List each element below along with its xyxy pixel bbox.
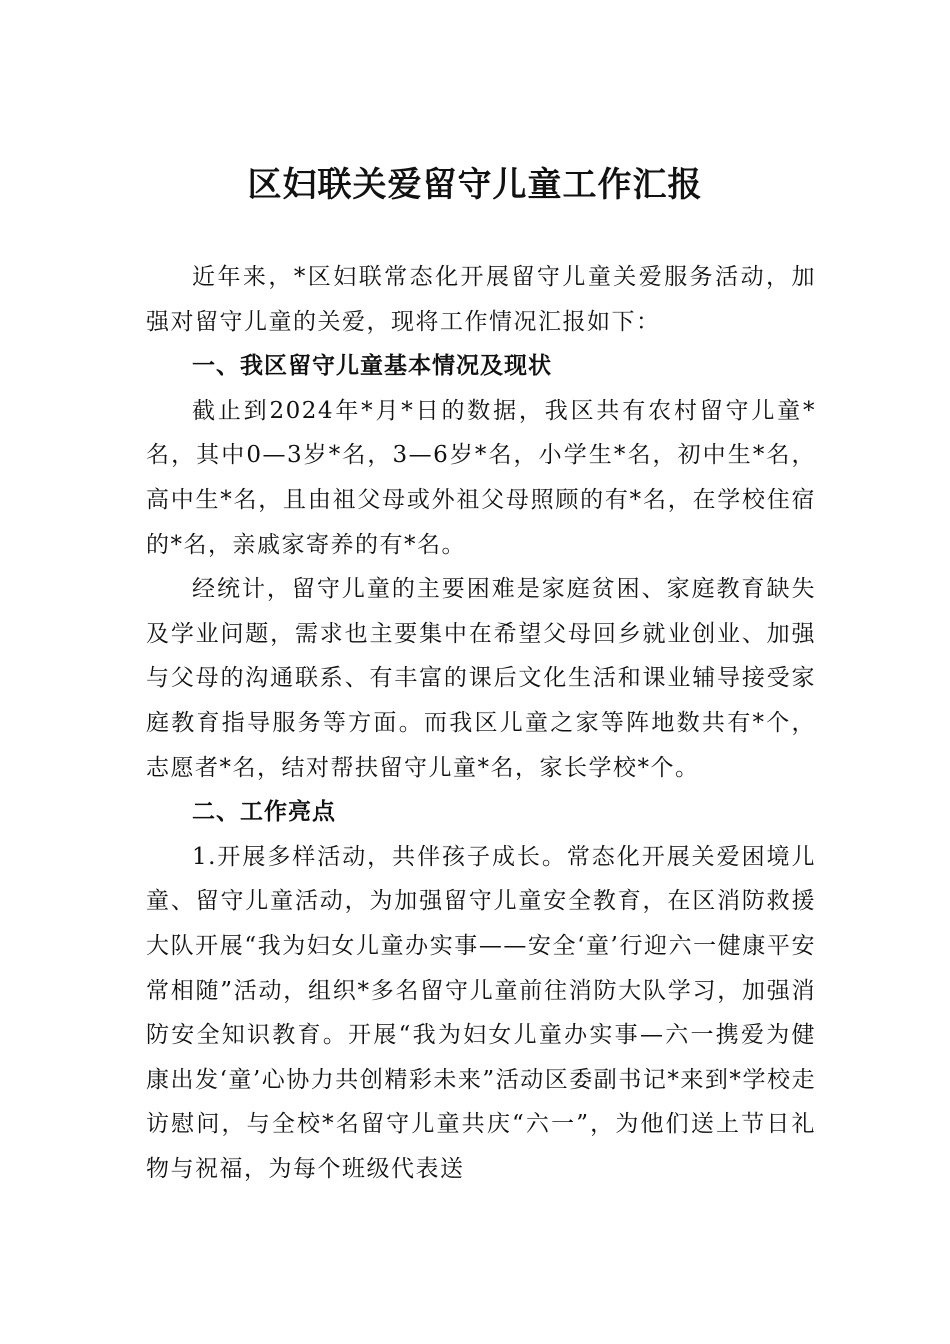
section-heading-1: 一、我区留守儿童基本情况及现状 — [192, 353, 552, 380]
intro-paragraph: 近年来，*区妇联常态化开展留守儿童关爱服务活动，加强对留守儿童的关爱，现将工作情况汇报如下： — [146, 264, 816, 335]
section1-paragraph-2: 经统计，留守儿童的主要困难是家庭贫困、家庭教育缺失及学业问题，需求也主要集中在希望父母回乡就业创业、加强与父母的沟通联系、有丰富的课后文化生活和课业辅导接受家庭教育指导服务等方面。而我区儿童之家等阵地数共有*个，志愿者*名，结对帮扶留守儿童*名，家长学校*个。 — [146, 576, 816, 781]
section2-paragraph-1: 1.开展多样活动，共伴孩子成长。常态化开展关爱困境儿童、留守儿童活动，为加强留守儿童安全教育，在区消防救援大队开展“我为妇女儿童办实事——安全‘童’行迎六一健康平安常相随”活动，组织*多名留守儿童前往消防大队学习，加强消防安全知识教育。开展“我为妇女儿童办实事—六一携爱为健康出发‘童’心协力共创精彩未来”活动区委副书记*来到*学校走访慰问，与全校*名留守儿童共庆“六一”，为他们送上节日礼物与祝福，为每个班级代表送 — [146, 843, 816, 1182]
section1-paragraph-1: 截止到2024年*月*日的数据，我区共有农村留守儿童*名，其中0—3岁*名，3—6岁*名，小学生*名，初中生*名，高中生*名，且由祖父母或外祖父母照顾的有*名，在学校住宿的*名，亲戚家寄养的有*名。 — [146, 397, 816, 558]
document-title: 区妇联关爱留守儿童工作汇报 — [247, 165, 703, 205]
document-body — [146, 255, 816, 1191]
section-heading-2: 二、工作亮点 — [192, 799, 336, 826]
